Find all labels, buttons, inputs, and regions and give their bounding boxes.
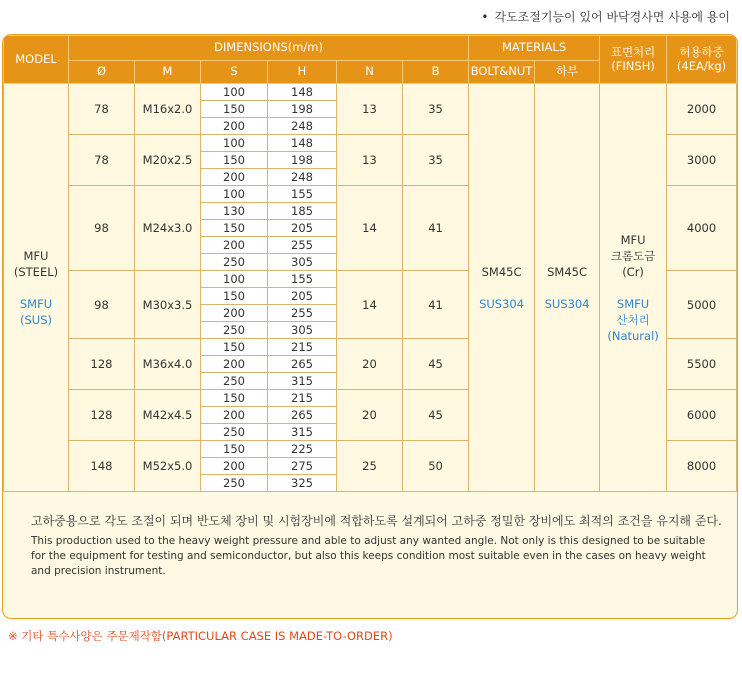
header-finish-kr: 표면처리 bbox=[610, 45, 656, 60]
load-value: 4000 bbox=[667, 186, 737, 271]
s-value: 200 bbox=[201, 118, 268, 135]
diameter-cell: 78 bbox=[69, 135, 135, 186]
finish-sus-finish-en: (Natural) bbox=[607, 328, 659, 343]
load-value: 6000 bbox=[667, 390, 737, 441]
thread-cell: M52x5.0 bbox=[135, 441, 201, 492]
h-value: 265 bbox=[268, 407, 337, 424]
table-row bbox=[4, 84, 737, 101]
h-value: 215 bbox=[268, 339, 337, 356]
s-value: 150 bbox=[201, 288, 268, 305]
header-load-kr: 허용하중 bbox=[679, 45, 724, 60]
s-value: 200 bbox=[201, 356, 268, 373]
h-value: 185 bbox=[268, 203, 337, 220]
s-value: 200 bbox=[201, 407, 268, 424]
bolt-nut-material bbox=[469, 84, 535, 492]
header-load-en: (4EA/kg) bbox=[676, 58, 727, 73]
s-value: 250 bbox=[201, 475, 268, 492]
finish-steel-finish: 크롬도금(Cr) bbox=[610, 248, 656, 279]
s-value: 100 bbox=[201, 135, 268, 152]
s-value: 150 bbox=[201, 390, 268, 407]
s-value: 200 bbox=[201, 305, 268, 322]
header-dimensions: DIMENSIONS(m/m) bbox=[69, 36, 469, 61]
finish-cell bbox=[600, 84, 667, 492]
h-value: 255 bbox=[268, 237, 337, 254]
header-base: 하부 bbox=[535, 61, 600, 84]
n-value: 14 bbox=[337, 271, 403, 339]
thread-cell: M24x3.0 bbox=[135, 186, 201, 271]
n-value: 25 bbox=[337, 441, 403, 492]
model-steel-type: (STEEL) bbox=[13, 264, 59, 279]
base-material-steel: SM45C bbox=[547, 264, 587, 279]
header-bolt-nut: BOLT&NUT bbox=[469, 61, 535, 84]
s-value: 150 bbox=[201, 441, 268, 458]
b-value: 35 bbox=[403, 135, 469, 186]
s-value: 150 bbox=[201, 152, 268, 169]
spec-table-frame bbox=[2, 34, 738, 619]
finish-sus-finish: 산처리 bbox=[616, 312, 650, 327]
b-value: 45 bbox=[403, 339, 469, 390]
h-value: 198 bbox=[268, 152, 337, 169]
s-value: 100 bbox=[201, 186, 268, 203]
s-value: 150 bbox=[201, 339, 268, 356]
model-sus-type: (SUS) bbox=[20, 312, 52, 327]
h-value: 275 bbox=[268, 458, 337, 475]
s-value: 150 bbox=[201, 220, 268, 237]
finish-steel-name: MFU bbox=[620, 232, 646, 247]
header-m: M bbox=[135, 61, 201, 84]
n-value: 20 bbox=[337, 390, 403, 441]
header-load bbox=[667, 36, 737, 84]
load-value: 3000 bbox=[667, 135, 737, 186]
s-value: 200 bbox=[201, 237, 268, 254]
n-value: 13 bbox=[337, 135, 403, 186]
header-materials: MATERIALS bbox=[469, 36, 600, 61]
model-steel-name: MFU bbox=[23, 248, 49, 263]
n-value: 14 bbox=[337, 186, 403, 271]
bolt-material-sus: SUS304 bbox=[479, 296, 525, 311]
bullet-icon: • bbox=[481, 10, 489, 24]
s-value: 250 bbox=[201, 424, 268, 441]
header-model: MODEL bbox=[4, 36, 69, 84]
s-value: 100 bbox=[201, 84, 268, 101]
header-s: S bbox=[201, 61, 268, 84]
b-value: 45 bbox=[403, 390, 469, 441]
h-value: 215 bbox=[268, 390, 337, 407]
thread-cell: M30x3.5 bbox=[135, 271, 201, 339]
top-note-text: 각도조절기능이 있어 바닥경사면 사용에 용이 bbox=[494, 10, 730, 24]
header-finish bbox=[600, 36, 667, 84]
top-note bbox=[481, 8, 730, 25]
h-value: 155 bbox=[268, 186, 337, 203]
h-value: 198 bbox=[268, 101, 337, 118]
s-value: 100 bbox=[201, 271, 268, 288]
s-value: 250 bbox=[201, 373, 268, 390]
h-value: 148 bbox=[268, 84, 337, 101]
h-value: 155 bbox=[268, 271, 337, 288]
h-value: 248 bbox=[268, 169, 337, 186]
diameter-cell: 128 bbox=[69, 339, 135, 390]
finish-sus-name: SMFU bbox=[616, 296, 650, 311]
diameter-cell: 128 bbox=[69, 390, 135, 441]
thread-cell: M16x2.0 bbox=[135, 84, 201, 135]
thread-cell: M36x4.0 bbox=[135, 339, 201, 390]
thread-cell: M20x2.5 bbox=[135, 135, 201, 186]
load-value: 5000 bbox=[667, 271, 737, 339]
load-value: 5500 bbox=[667, 339, 737, 390]
b-value: 35 bbox=[403, 84, 469, 135]
description bbox=[3, 492, 737, 579]
model-cell bbox=[4, 84, 69, 492]
h-value: 205 bbox=[268, 220, 337, 237]
made-to-order-note: ※ 기타 특수사양은 주문제작함(PARTICULAR CASE IS MADE-TO-ORDER) bbox=[8, 629, 393, 643]
s-value: 250 bbox=[201, 322, 268, 339]
h-value: 315 bbox=[268, 424, 337, 441]
h-value: 148 bbox=[268, 135, 337, 152]
s-value: 200 bbox=[201, 458, 268, 475]
model-sus-name: SMFU bbox=[19, 296, 53, 311]
diameter-cell: 98 bbox=[69, 271, 135, 339]
diameter-cell: 148 bbox=[69, 441, 135, 492]
header-n: N bbox=[337, 61, 403, 84]
n-value: 13 bbox=[337, 84, 403, 135]
bolt-material-steel: SM45C bbox=[481, 264, 522, 279]
spec-table-body bbox=[4, 84, 737, 492]
h-value: 305 bbox=[268, 322, 337, 339]
h-value: 205 bbox=[268, 288, 337, 305]
description-english: This production used to the heavy weight pressure and able to adjust any wanted angle. Not only is this designed to be suitable for the equipment for testing and semiconductor, but also this keeps condition most suitable even in the cases on heavy weight and precision instrument. bbox=[31, 535, 706, 577]
description-korean: 고하중용으로 각도 조절이 되며 반도체 장비 및 시험장비에 적합하도록 설계되어 고하중 정밀한 장비에도 최적의 조건을 유지해 준다. bbox=[31, 514, 722, 528]
header-row-1 bbox=[4, 36, 737, 61]
h-value: 255 bbox=[268, 305, 337, 322]
h-value: 225 bbox=[268, 441, 337, 458]
thread-cell: M42x4.5 bbox=[135, 390, 201, 441]
load-value: 2000 bbox=[667, 84, 737, 135]
header-diameter: Ø bbox=[69, 61, 135, 84]
header-h: H bbox=[268, 61, 337, 84]
load-value: 8000 bbox=[667, 441, 737, 492]
b-value: 41 bbox=[403, 186, 469, 271]
b-value: 50 bbox=[403, 441, 469, 492]
h-value: 248 bbox=[268, 118, 337, 135]
spec-table bbox=[3, 35, 737, 492]
h-value: 315 bbox=[268, 373, 337, 390]
h-value: 325 bbox=[268, 475, 337, 492]
diameter-cell: 98 bbox=[69, 186, 135, 271]
base-material-sus: SUS304 bbox=[544, 296, 590, 311]
header-b: B bbox=[403, 61, 469, 84]
h-value: 265 bbox=[268, 356, 337, 373]
b-value: 41 bbox=[403, 271, 469, 339]
h-value: 305 bbox=[268, 254, 337, 271]
s-value: 130 bbox=[201, 203, 268, 220]
base-material bbox=[535, 84, 600, 492]
n-value: 20 bbox=[337, 339, 403, 390]
s-value: 250 bbox=[201, 254, 268, 271]
s-value: 200 bbox=[201, 169, 268, 186]
header-finish-en: (FINSH) bbox=[611, 58, 655, 73]
s-value: 150 bbox=[201, 101, 268, 118]
diameter-cell: 78 bbox=[69, 84, 135, 135]
